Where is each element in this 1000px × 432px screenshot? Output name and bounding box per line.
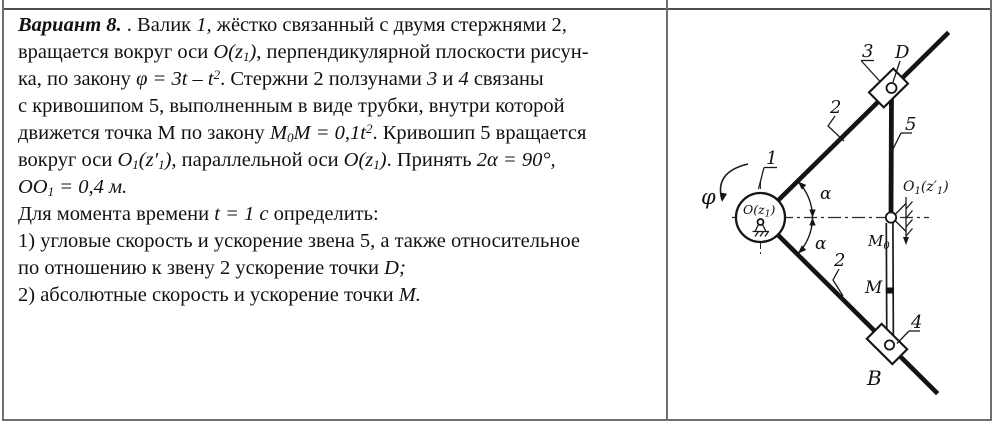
o1-support-hatch [906, 202, 913, 210]
text-segment: 1) угловые скорость и ускорение звена 5, а также относительное [18, 230, 580, 252]
text-segment: O(z [343, 149, 374, 171]
text-segment: (z′ [138, 149, 159, 171]
table-border-left [2, 0, 4, 421]
crank-5-tube-right [893, 223, 894, 344]
o1-support-edge [896, 221, 907, 232]
text-segment: 1 [47, 183, 55, 199]
label-1-leader [759, 168, 765, 190]
text-line [18, 228, 663, 255]
text-segment: ) [164, 149, 172, 171]
text-segment: по отношению к звену 2 ускорение точки [18, 257, 385, 279]
text-segment: . Кривошип 5 вращается [372, 122, 587, 144]
label-m0: $M_0$ [868, 232, 890, 252]
o1-support-hatch [906, 211, 913, 219]
text-segment: и [437, 68, 459, 90]
label-o1-axis: $O_1(z'_1)$ [903, 179, 949, 197]
text-segment: 2 [366, 121, 373, 137]
o1-support-arrowhead [903, 237, 909, 245]
label-3: 3 [862, 41, 874, 62]
text-segment: связаны [468, 68, 544, 90]
crank-5-rod [891, 91, 892, 215]
o1-support-hatch [906, 220, 913, 228]
label-2-upper: 2 [830, 97, 842, 118]
text-segment: 0 [287, 129, 294, 145]
text-segment: O(z [213, 41, 243, 63]
point-m-marker [886, 288, 894, 294]
text-segment: . Принять [386, 149, 477, 171]
label-1: 1 [766, 148, 778, 169]
text-segment: , перпендикулярной плоскости рисун- [256, 41, 589, 63]
label-4-leader [897, 331, 909, 344]
text-line [18, 147, 663, 174]
label-5: 5 [905, 114, 917, 135]
table-border-right [990, 0, 992, 421]
text-line [18, 174, 663, 201]
text-segment: O [117, 149, 133, 171]
text-line [18, 201, 663, 228]
text-segment: Для момента времени [18, 203, 215, 225]
shaft-pivot-pin [758, 219, 764, 225]
text-segment: 2 [213, 67, 221, 83]
text-segment: Вариант 8. [18, 14, 122, 36]
text-segment: . Стержни 2 ползунами [220, 68, 427, 90]
angle-arc-upper [798, 181, 813, 217]
angle-arc-lower [798, 218, 813, 254]
text-segment: 2) абсолютные скорость и ускорение точки [18, 284, 399, 306]
text-segment: 3 [426, 68, 438, 90]
label-d: D [895, 42, 910, 63]
o1-support-edge [896, 204, 907, 215]
problem-text-cell [18, 12, 663, 309]
alpha-upper-label: α [820, 184, 832, 204]
text-segment: 1, [196, 14, 212, 36]
label-m: M [865, 278, 883, 298]
axis-o-label: $O(z_1)$ [743, 202, 776, 220]
text-segment: M [269, 122, 288, 144]
text-segment: D; [384, 257, 406, 279]
label-3-leader [861, 61, 881, 83]
text-segment: 1 [158, 156, 165, 172]
text-segment: 1 [373, 156, 380, 172]
o1-support-hatch [906, 229, 913, 237]
shaft-1-circle [736, 193, 785, 242]
text-line [18, 282, 663, 309]
text-segment: t = 1 с [214, 203, 269, 225]
pin-d [887, 83, 897, 93]
text-line [18, 120, 663, 147]
arc-arrowhead-upper-end [809, 210, 815, 218]
label-2-lower: 2 [834, 250, 846, 271]
text-segment: 2α = 90°, [476, 149, 556, 171]
phi-label: φ [701, 185, 716, 209]
text-segment: , параллельной оси [171, 149, 344, 171]
text-segment: определить: [268, 203, 379, 225]
text-line [18, 93, 663, 120]
phi-arrowhead [719, 193, 727, 203]
text-segment: . Валик [121, 14, 197, 36]
text-segment: ) [249, 41, 257, 63]
text-line [18, 66, 663, 93]
text-segment: жёстко связанный с двумя стержнями 2, [211, 14, 567, 36]
pivot-o1 [886, 212, 896, 222]
text-segment: 4 [458, 68, 469, 90]
text-segment: φ = 3t – t [136, 68, 214, 90]
text-segment: движется точка М по закону [18, 122, 270, 144]
text-segment: вокруг оси [18, 149, 118, 171]
text-segment: M = 0,1t [293, 122, 366, 144]
text-segment: 1 [132, 156, 139, 172]
alpha-lower-label: α [815, 234, 827, 254]
mechanism-diagram [668, 8, 990, 419]
text-segment: 1 [242, 48, 250, 64]
label-4: 4 [911, 312, 923, 333]
arc-arrowhead-lower-start [809, 218, 815, 226]
pin-b [885, 340, 894, 349]
table-border-bottom [2, 419, 992, 421]
text-segment: вращается вокруг оси [18, 41, 214, 63]
text-line [18, 12, 663, 39]
text-segment: = 0,4 м. [54, 176, 128, 198]
text-segment: ка, по закону [18, 68, 137, 90]
text-segment: ) [379, 149, 387, 171]
text-segment: OO [18, 176, 48, 198]
text-line [18, 39, 663, 66]
text-segment: с кривошипом 5, выполненным в виде трубки, внутри которой [18, 95, 565, 117]
text-segment: M. [398, 284, 421, 306]
text-line [18, 255, 663, 282]
label-b: B [867, 366, 882, 390]
